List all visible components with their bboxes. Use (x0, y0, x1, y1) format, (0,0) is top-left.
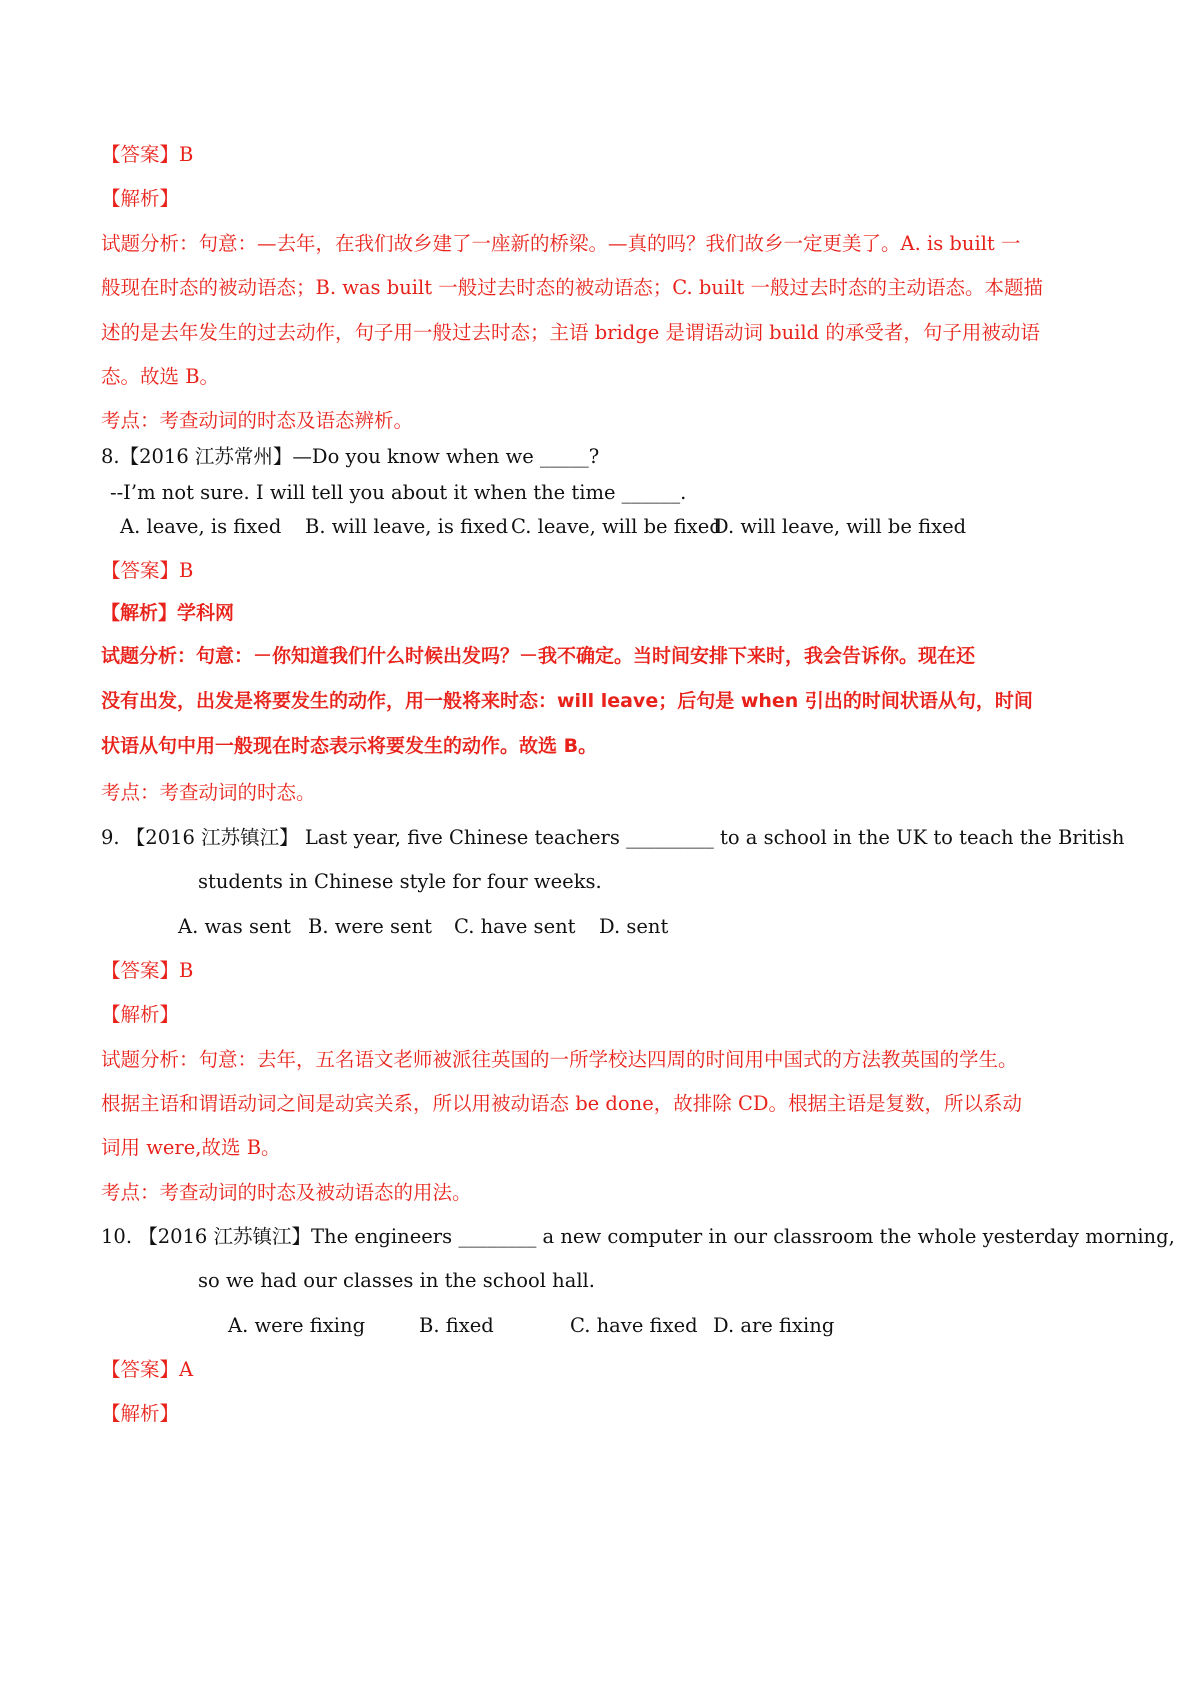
q8-question-line-1: 8.【2016 江苏常州】—Do you know when we _____? (101, 445, 600, 468)
q7-analysis-line-2: 般现在时态的被动语态；B. was built 一般过去时态的被动语态；C. built 一般过去时态的主动语态。本题描 (101, 276, 1043, 299)
q10-option-b: B. fixed (419, 1314, 494, 1337)
q8-kaodian: 考点：考查动词的时态。 (101, 781, 316, 804)
q9-answer: 【答案】B (101, 959, 194, 982)
q9-option-a: A. was sent (178, 915, 291, 938)
q10-question-line-2: so we had our classes in the school hall. (198, 1269, 595, 1292)
q8-analysis-line-3: 状语从句中用一般现在时态表示将要发生的动作。故选 B。 (101, 735, 598, 757)
q7-kaodian: 考点：考查动词的时态及语态辨析。 (101, 409, 414, 432)
q10-answer: 【答案】A (101, 1358, 194, 1381)
q8-option-b: B. will leave, is fixed (305, 515, 509, 538)
q8-analysis-line-2: 没有出发，出发是将要发生的动作，用一般将来时态：will leave；后句是 when 引出的时间状语从句，时间 (101, 690, 1033, 712)
q8-analysis-line-1: 试题分析：句意：－你知道我们什么时候出发吗？－我不确定。当时间安排下来时，我会告诉你。现在还 (101, 645, 976, 667)
q9-analysis-line-3: 词用 were,故选 B。 (101, 1136, 281, 1159)
q10-option-a: A. were fixing (228, 1314, 366, 1337)
q9-kaodian: 考点：考查动词的时态及被动语态的用法。 (101, 1181, 472, 1204)
q9-option-b: B. were sent (308, 915, 432, 938)
q10-option-c: C. have fixed (570, 1314, 698, 1337)
q7-jiexi-label: 【解析】 (101, 187, 180, 210)
q8-option-a: A. leave, is fixed (120, 515, 282, 538)
q9-question-line-1: 9. 【2016 江苏镇江】 Last year, five Chinese teachers _________ to a school in the UK to teach the British (101, 826, 1125, 849)
q7-analysis-line-1: 试题分析：句意：—去年，在我们故乡建了一座新的桥梁。—真的吗？我们故乡一定更美了。A. is built 一 (101, 232, 1021, 255)
q9-option-d: D. sent (599, 915, 669, 938)
q7-analysis-line-4: 态。故选 B。 (101, 365, 220, 388)
q10-question-line-1: 10. 【2016 江苏镇江】The engineers ________ a new computer in our classroom the whole yesterday morning, (101, 1225, 1175, 1248)
q9-question-line-2: students in Chinese style for four weeks. (198, 870, 602, 893)
q8-jiexi-label: 【解析】学科网 (101, 602, 235, 624)
q10-jiexi-label: 【解析】 (101, 1402, 180, 1425)
q8-option-d: D. will leave, will be fixed (713, 515, 967, 538)
q7-answer: 【答案】B (101, 143, 194, 166)
q8-answer: 【答案】B (101, 559, 194, 582)
q9-analysis-line-2: 根据主语和谓语动词之间是动宾关系，所以用被动语态 be done，故排除 CD。根据主语是复数，所以系动 (101, 1092, 1022, 1115)
q7-analysis-line-3: 述的是去年发生的过去动作，句子用一般过去时态；主语 bridge 是谓语动词 build 的承受者，句子用被动语 (101, 321, 1040, 344)
q8-question-line-2: --I’m not sure. I will tell you about it when the time ______. (110, 481, 687, 504)
q9-option-c: C. have sent (454, 915, 576, 938)
q9-analysis-line-1: 试题分析：句意：去年，五名语文老师被派往英国的一所学校达四周的时间用中国式的方法教英国的学生。 (101, 1048, 1018, 1071)
q10-option-d: D. are fixing (713, 1314, 835, 1337)
q8-option-c: C. leave, will be fixed (511, 515, 722, 538)
q9-jiexi-label: 【解析】 (101, 1003, 180, 1026)
